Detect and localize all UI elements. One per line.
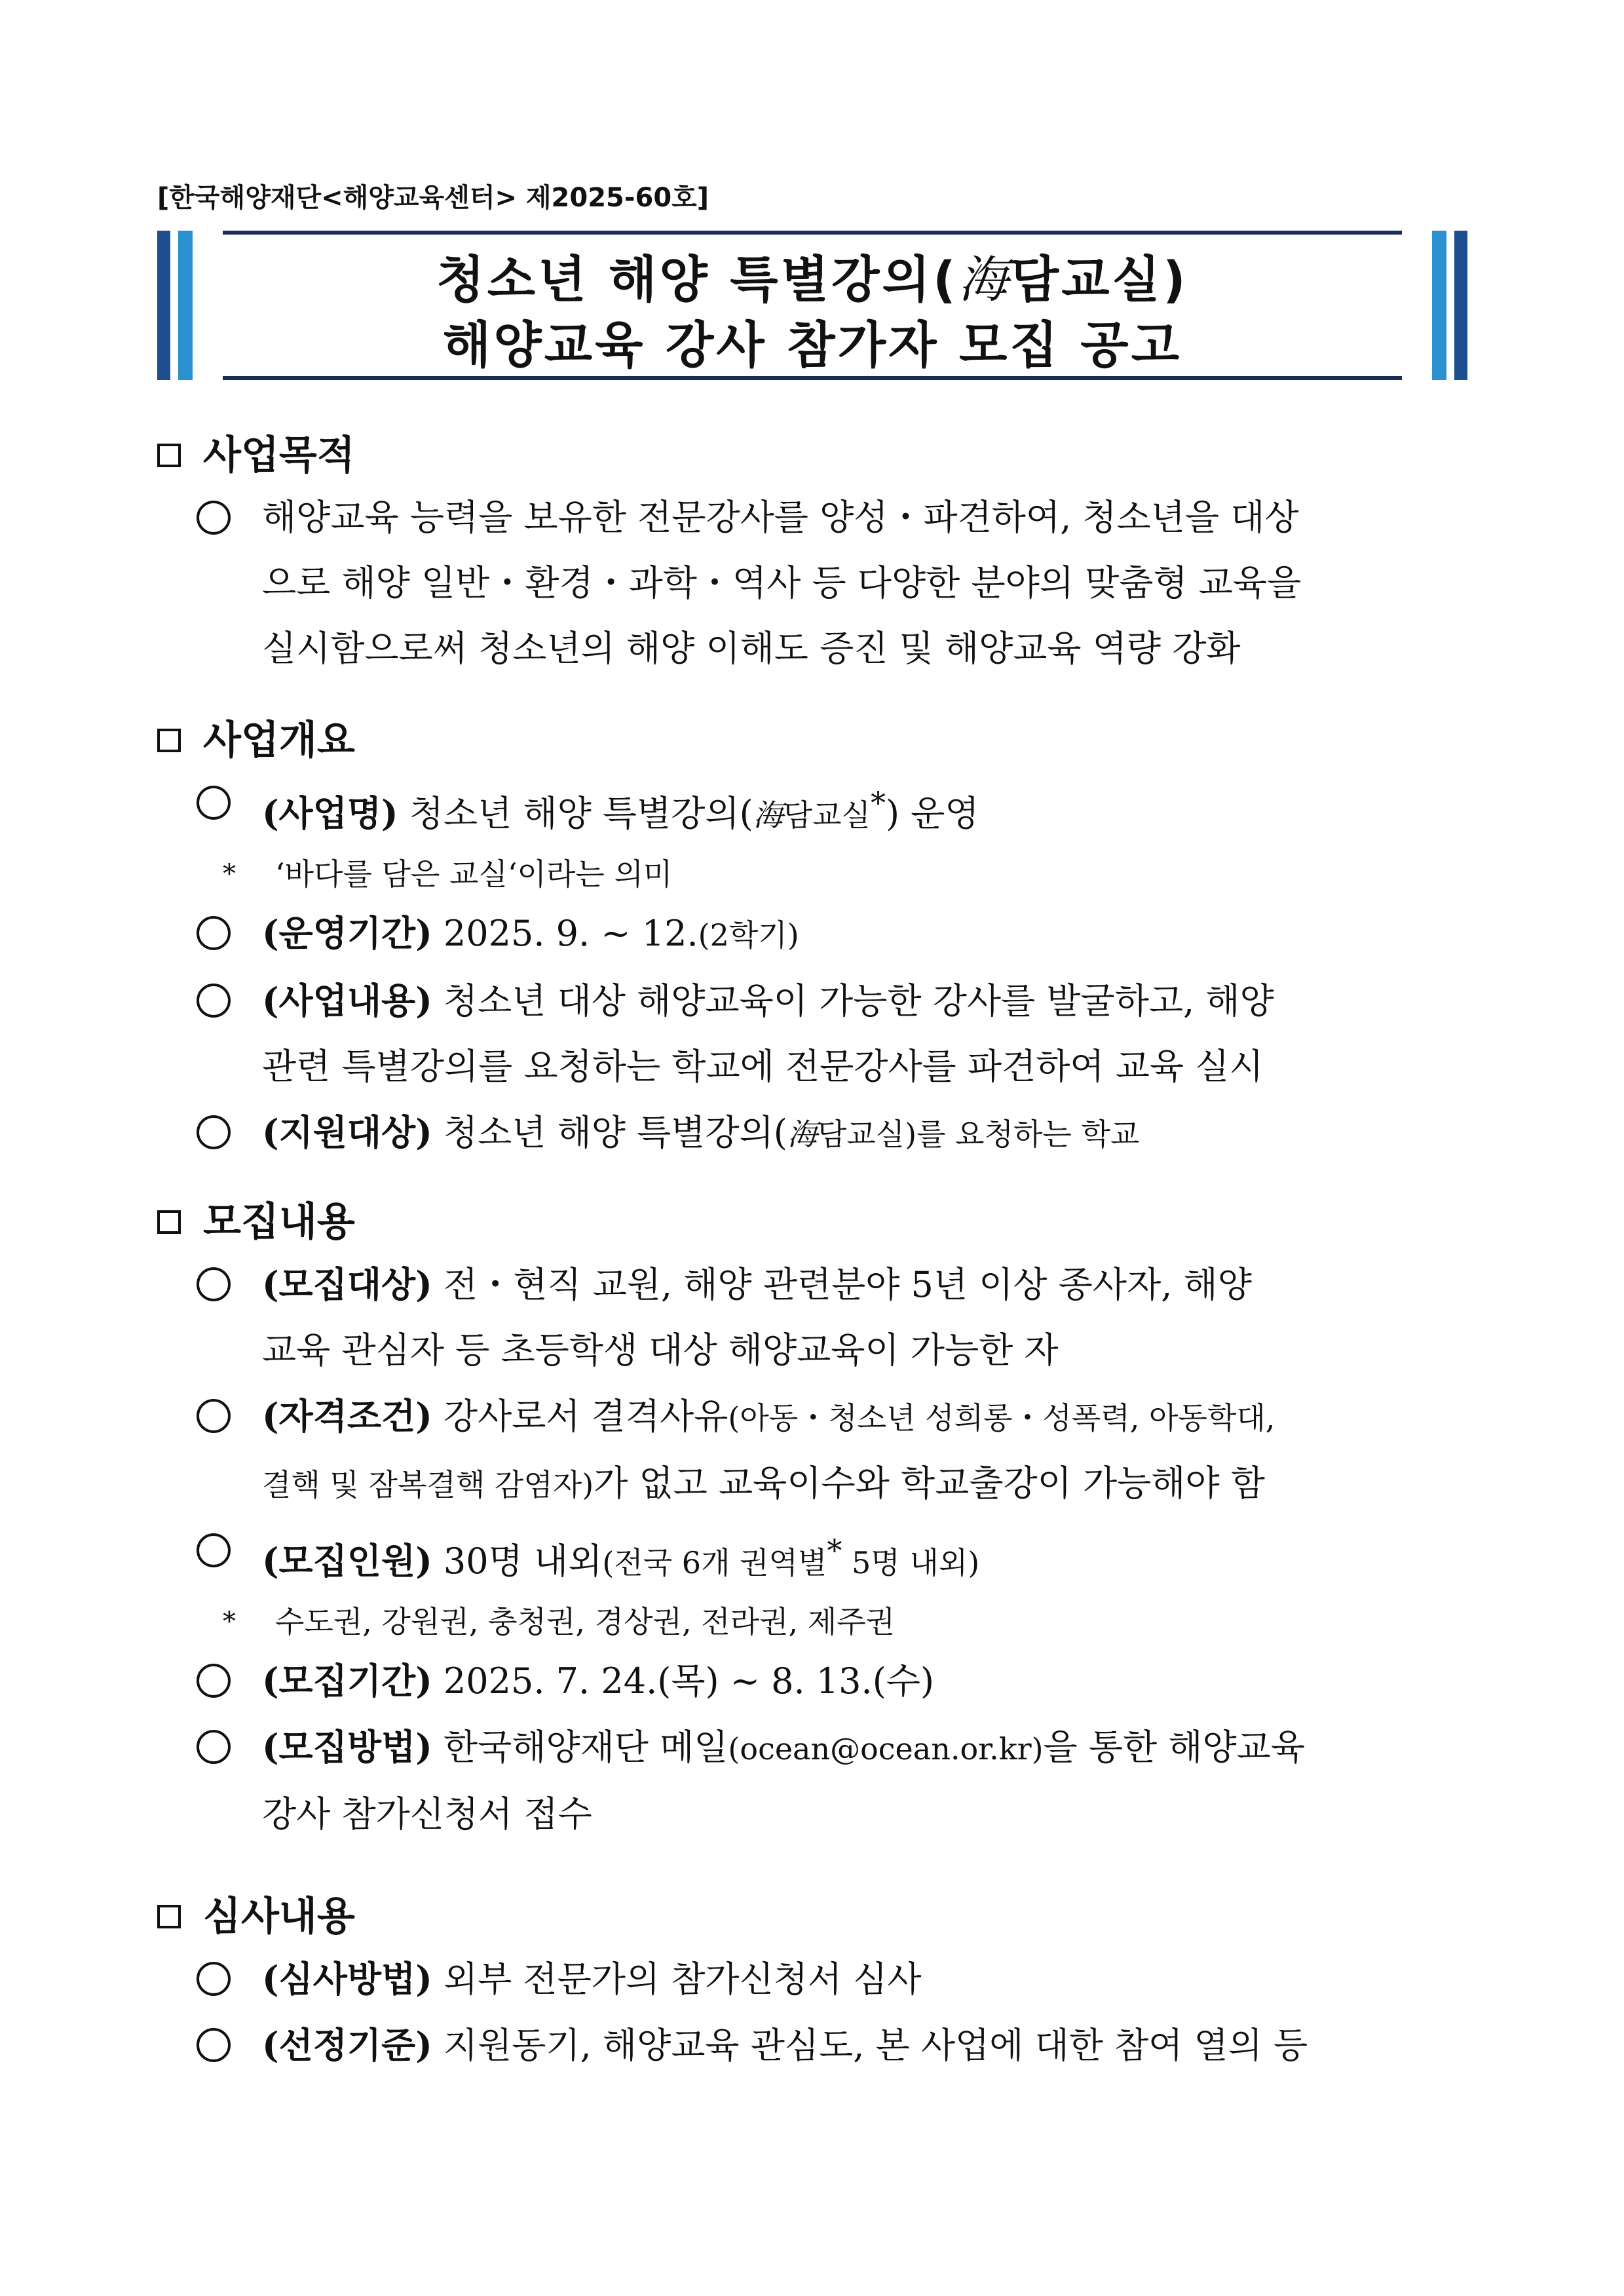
circle-bullet-icon [197, 501, 231, 535]
list-item: (모집대상) 전・현직 교원, 해양 관련분야 5년 이상 종사자, 해양 교육 관심자 등 초등학생 대상 해양교육이 가능한 자 [157, 1252, 1474, 1383]
circle-bullet-icon [197, 1267, 231, 1301]
list-item: (자격조건) 강사로서 결격사유(아동・청소년 성희롱・성폭력, 아동학대, 결핵 및 잠복결핵 감염자)가 없고 교육이수와 학교출강이 가능해야 함 [157, 1383, 1474, 1518]
section-overview [157, 711, 1474, 1167]
title-rule-top [223, 231, 1402, 235]
list-item: (모집기간) 2025. 7. 24.(목) ~ 8. 13.(수) [157, 1648, 1474, 1714]
circle-bullet-icon [197, 1115, 231, 1149]
section-heading: 모집내용 [157, 1193, 1474, 1252]
list-item: (심사방법) 외부 전문가의 참가신청서 심사 [157, 1946, 1474, 2012]
checkbox-square-icon [157, 1210, 181, 1234]
list-item: (선정기준) 지원동기, 해양교육 관심도, 본 사업에 대한 참여 열의 등 [157, 2012, 1474, 2078]
circle-bullet-icon [197, 916, 231, 950]
list-item: (지원대상) 청소년 해양 특별강의(海담교실)를 요청하는 학교 [157, 1100, 1474, 1167]
checkbox-square-icon [157, 1905, 181, 1928]
section-heading: 사업목적 [157, 426, 1474, 485]
circle-bullet-icon [197, 1730, 231, 1764]
title-box [157, 231, 1467, 380]
checkbox-square-icon [157, 444, 181, 467]
circle-bullet-icon [197, 1533, 231, 1567]
list-item: (모집방법) 한국해양재단 메일(ocean@ocean.or.kr)을 통한 해양교육 강사 참가신청서 접수 [157, 1714, 1474, 1847]
list-item: 해양교육 능력을 보유한 전문강사를 양성・파견하여, 청소년을 대상 으로 해양 일반・환경・과학・역사 등 다양한 분야의 맞춤형 교육을 실시함으로써 청소년의 해양 이해도 증진 및 해양교육 역량 강화 [157, 485, 1474, 681]
section-heading: 심사내용 [157, 1887, 1474, 1946]
list-item: (운영기간) 2025. 9. ~ 12.(2학기) [157, 900, 1474, 968]
title-line-2: 해양교육 강사 참가자 모집 공고 [442, 316, 1182, 374]
list-item: (사업내용) 청소년 대상 해양교육이 가능한 강사를 발굴하고, 해양 관련 특별강의를 요청하는 학교에 전문강사를 파견하여 교육 실시 [157, 968, 1474, 1100]
section-review [157, 1887, 1474, 2078]
circle-bullet-icon [197, 1664, 231, 1698]
list-item: (사업명) 청소년 해양 특별강의(海담교실*) 운영 [157, 770, 1474, 848]
circle-bullet-icon [197, 1962, 231, 1996]
circle-bullet-icon [197, 2028, 231, 2062]
list-item: (모집인원) 30명 내외(전국 6개 권역별* 5명 내외) [157, 1518, 1474, 1596]
circle-bullet-icon [197, 1399, 231, 1433]
circle-bullet-icon [197, 786, 231, 820]
section-purpose [157, 426, 1474, 681]
footnote: * ‘바다를 담은 교실‘이라는 의미 [157, 848, 1474, 900]
document-number: [한국해양재단<해양교육센터> 제2025-60호] [157, 183, 709, 213]
asterisk-icon: * [223, 1607, 236, 1637]
asterisk-icon: * [223, 859, 236, 889]
circle-bullet-icon [197, 984, 231, 1018]
footnote: * 수도권, 강원권, 충청권, 경상권, 전라권, 제주권 [157, 1596, 1474, 1648]
title-decoration-left [157, 231, 210, 380]
section-recruitment [157, 1193, 1474, 1847]
title-decoration-right [1415, 231, 1467, 380]
title-line-1: 청소년 해양 특별강의(海담교실) [436, 250, 1188, 309]
section-heading: 사업개요 [157, 711, 1474, 770]
checkbox-square-icon [157, 729, 181, 752]
